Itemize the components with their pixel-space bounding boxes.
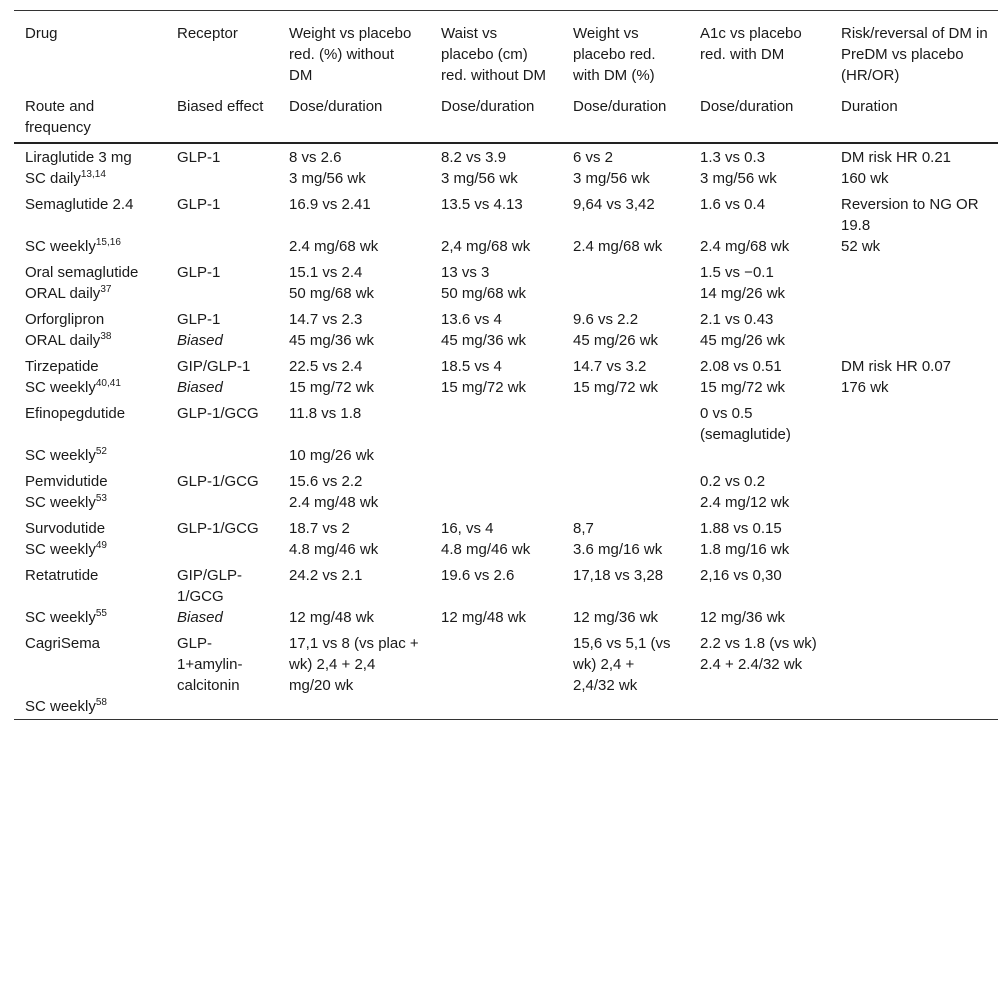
dose-duration-cell	[830, 492, 998, 515]
table-cell	[830, 562, 998, 607]
dose-duration-cell	[830, 445, 998, 468]
table-subrow	[14, 330, 998, 353]
table-cell: 1.88 vs 0.15	[700, 520, 782, 537]
table-row	[14, 400, 998, 445]
reference-superscript: 37	[100, 284, 112, 295]
dose-duration-cell: 2.4 mg/48 wk	[289, 494, 379, 511]
drug-name-cell: Oral semaglutide	[25, 264, 139, 281]
route-text: SC weekly	[25, 447, 96, 464]
header-cell: Risk/reversal of DM in PreDM vs placebo (HR/OR)	[841, 25, 988, 84]
dose-duration-cell: 176 wk	[841, 379, 889, 396]
dose-duration-cell: 4.8 mg/46 wk	[441, 541, 531, 558]
table-subrow	[14, 283, 998, 306]
reference-superscript: 53	[95, 493, 107, 504]
table-cell: GLP-1	[177, 196, 221, 213]
table-subrow	[14, 492, 998, 515]
dose-duration-cell: 45 mg/26 wk	[573, 332, 659, 349]
dose-duration-cell	[830, 283, 998, 306]
table-cell: GLP-1	[177, 311, 221, 328]
table-cell	[830, 630, 998, 696]
table-cell: GIP/GLP-1	[177, 358, 251, 375]
subheader-cell: Dose/duration	[430, 96, 562, 143]
table-cell: 8 vs 2.6	[289, 149, 342, 166]
dose-duration-cell	[689, 696, 830, 720]
dose-duration-cell: 3 mg/56 wk	[573, 170, 650, 187]
dose-duration-cell: 3.6 mg/16 wk	[573, 541, 663, 558]
dose-duration-cell: 2,4 mg/68 wk	[441, 238, 531, 255]
drug-name-cell: Pemvidutide	[25, 473, 108, 490]
biased-effect-cell	[166, 168, 278, 191]
table-cell: 13.6 vs 4	[441, 311, 502, 328]
biased-effect-cell: Biased	[177, 609, 223, 626]
dose-duration-cell: 2.4 mg/12 wk	[700, 494, 790, 511]
header-cell: Weight vs placebo red. (%) without DM	[289, 25, 412, 84]
dose-duration-cell: 15 mg/72 wk	[700, 379, 786, 396]
biased-effect-cell: Biased	[177, 379, 223, 396]
dose-duration-cell: 15 mg/72 wk	[441, 379, 527, 396]
table-cell	[562, 259, 689, 283]
biased-effect-cell	[166, 236, 278, 259]
route-text: ORAL daily	[25, 332, 101, 349]
dose-duration-cell: 15 mg/72 wk	[289, 379, 375, 396]
dose-duration-cell	[562, 492, 689, 515]
route-cell	[14, 168, 166, 191]
reference-superscript: 58	[95, 697, 107, 708]
route-text: SC weekly	[25, 379, 96, 396]
reference-superscript: 38	[100, 331, 112, 342]
table-cell	[430, 400, 562, 445]
dose-duration-cell: 12 mg/36 wk	[700, 609, 786, 626]
table-cell: 1.5 vs −0.1	[700, 264, 774, 281]
route-cell	[14, 492, 166, 515]
subheader-cell: Route and frequency	[14, 96, 166, 143]
dose-duration-cell: 2.4 mg/68 wk	[700, 238, 790, 255]
drug-name-cell: Survodutide	[25, 520, 106, 537]
route-text: SC weekly	[25, 609, 96, 626]
table-subrow	[14, 168, 998, 191]
reference-superscript: 15,16	[95, 237, 121, 248]
dose-duration-cell: 1.8 mg/16 wk	[700, 541, 790, 558]
route-cell	[14, 283, 166, 306]
table-cell: 15.6 vs 2.2	[289, 473, 363, 490]
header-cell: Drug	[25, 25, 58, 42]
dose-duration-cell: 3 mg/56 wk	[441, 170, 518, 187]
table-subrow	[14, 377, 998, 400]
table-cell: 17,1 vs 8 (vs plac + wk) 2,4 + 2,4 mg/20 wk	[289, 635, 419, 694]
reference-superscript: 13,14	[80, 169, 106, 180]
route-cell	[14, 539, 166, 562]
dose-duration-cell: 3 mg/56 wk	[700, 170, 777, 187]
table-cell: 2.1 vs 0.43	[700, 311, 774, 328]
biased-effect-cell	[166, 539, 278, 562]
subheader-cell: Duration	[830, 96, 998, 143]
subheader-row	[14, 96, 998, 143]
dose-duration-cell	[830, 539, 998, 562]
drug-name-cell: Retatrutide	[25, 567, 99, 584]
table-cell: 17,18 vs 3,28	[573, 567, 664, 584]
table-cell: GIP/GLP-1/GCG	[177, 567, 243, 605]
table-cell	[830, 468, 998, 492]
header-cell: Waist vs placebo (cm) red. without DM	[441, 25, 547, 84]
reference-superscript: 49	[95, 540, 107, 551]
dose-duration-cell: 52 wk	[841, 238, 881, 255]
table-cell: 22.5 vs 2.4	[289, 358, 363, 375]
drug-comparison-table	[14, 10, 998, 720]
biased-effect-cell	[166, 696, 278, 720]
table-row	[14, 468, 998, 492]
table-subrow	[14, 607, 998, 630]
table-row	[14, 306, 998, 330]
table-row	[14, 515, 998, 539]
dose-duration-cell	[830, 696, 998, 720]
table-cell: GLP-1+amylin-calcitonin	[177, 635, 243, 694]
table-cell: 0.2 vs 0.2	[700, 473, 766, 490]
dose-duration-cell: 50 mg/68 wk	[441, 285, 527, 302]
drug-name-cell: Semaglutide 2.4	[25, 196, 134, 213]
dose-duration-cell	[830, 607, 998, 630]
table-cell	[430, 468, 562, 492]
route-cell	[14, 330, 166, 353]
biased-effect-cell	[166, 445, 278, 468]
table-cell: 13 vs 3	[441, 264, 490, 281]
drug-name-cell: Liraglutide 3 mg	[25, 149, 132, 166]
table-subrow	[14, 445, 998, 468]
table-cell	[562, 468, 689, 492]
dose-duration-cell: 12 mg/48 wk	[441, 609, 527, 626]
dose-duration-cell: 45 mg/26 wk	[700, 332, 786, 349]
dose-duration-cell	[278, 696, 430, 720]
dose-duration-cell: 12 mg/36 wk	[573, 609, 659, 626]
route-cell	[14, 696, 166, 720]
route-cell	[14, 445, 166, 468]
route-text: SC daily	[25, 170, 81, 187]
reference-superscript: 40,41	[95, 378, 121, 389]
table-cell: 14.7 vs 3.2	[573, 358, 647, 375]
dose-duration-cell: 12 mg/48 wk	[289, 609, 375, 626]
table-cell: 11.8 vs 1.8	[289, 405, 362, 422]
table-cell: 2.2 vs 1.8 (vs wk) 2.4 + 2.4/32 wk	[700, 635, 817, 673]
table-cell: 8.2 vs 3.9	[441, 149, 507, 166]
table-cell	[430, 630, 562, 696]
dose-duration-cell	[430, 445, 562, 468]
table-cell: 2,16 vs 0,30	[700, 567, 782, 584]
table-row	[14, 143, 998, 168]
table-cell: 6 vs 2	[573, 149, 614, 166]
table-cell: 1.3 vs 0.3	[700, 149, 766, 166]
dose-duration-cell: 45 mg/36 wk	[289, 332, 375, 349]
header-row	[14, 11, 998, 97]
table-cell: 2.08 vs 0.51	[700, 358, 782, 375]
table-cell	[830, 259, 998, 283]
dose-duration-cell	[562, 445, 689, 468]
subheader-cell: Biased effect	[166, 96, 278, 143]
drug-name-cell: Efinopegdutide	[25, 405, 126, 422]
header-cell: Receptor	[177, 25, 238, 42]
route-text: SC weekly	[25, 238, 96, 255]
route-cell	[14, 607, 166, 630]
table-cell: GLP-1	[177, 264, 221, 281]
table-row	[14, 562, 998, 607]
table-row	[14, 353, 998, 377]
dose-duration-cell	[430, 492, 562, 515]
table-cell: 18.5 vs 4	[441, 358, 502, 375]
dose-duration-cell: 3 mg/56 wk	[289, 170, 366, 187]
table-cell: 16, vs 4	[441, 520, 494, 537]
dose-duration-cell	[562, 696, 689, 720]
drug-name-cell: Orforglipron	[25, 311, 105, 328]
table-subrow	[14, 236, 998, 259]
table-cell	[830, 306, 998, 330]
route-text: SC weekly	[25, 698, 96, 715]
dose-duration-cell: 160 wk	[841, 170, 889, 187]
biased-effect-cell: Biased	[177, 332, 223, 349]
table-cell	[830, 400, 998, 445]
dose-duration-cell: 2.4 mg/68 wk	[289, 238, 379, 255]
dose-duration-cell: 2.4 mg/68 wk	[573, 238, 663, 255]
dose-duration-cell: 14 mg/26 wk	[700, 285, 786, 302]
subheader-cell: Dose/duration	[278, 96, 430, 143]
dose-duration-cell	[830, 330, 998, 353]
table-cell: 0 vs 0.5 (semaglutide)	[700, 405, 791, 443]
table-cell: 16.9 vs 2.41	[289, 196, 371, 213]
table-cell: 15,6 vs 5,1 (vs wk) 2,4 + 2,4/32 wk	[573, 635, 671, 694]
table-subrow	[14, 696, 998, 720]
table-subrow	[14, 539, 998, 562]
table-cell: 24.2 vs 2.1	[289, 567, 363, 584]
reference-superscript: 52	[95, 446, 107, 457]
dose-duration-cell	[689, 445, 830, 468]
table-row	[14, 191, 998, 236]
table-cell: 18.7 vs 2	[289, 520, 350, 537]
dose-duration-cell: 10 mg/26 wk	[289, 447, 375, 464]
table-cell: Reversion to NG OR 19.8	[841, 196, 979, 234]
table-cell	[830, 515, 998, 539]
dose-duration-cell	[430, 696, 562, 720]
route-text: SC weekly	[25, 494, 96, 511]
table-cell: 1.6 vs 0.4	[700, 196, 766, 213]
subheader-cell: Dose/duration	[689, 96, 830, 143]
dose-duration-cell: 4.8 mg/46 wk	[289, 541, 379, 558]
drug-name-cell: CagriSema	[25, 635, 101, 652]
biased-effect-cell	[166, 283, 278, 306]
route-text: ORAL daily	[25, 285, 101, 302]
table-cell: 19.6 vs 2.6	[441, 567, 515, 584]
drug-name-cell: Tirzepatide	[25, 358, 99, 375]
table-cell: DM risk HR 0.07	[841, 358, 952, 375]
subheader-cell: Dose/duration	[562, 96, 689, 143]
table-cell: 9,64 vs 3,42	[573, 196, 655, 213]
table-body	[14, 143, 998, 720]
header-cell: A1c vs placebo red. with DM	[700, 25, 802, 63]
table-cell: DM risk HR 0.21	[841, 149, 952, 166]
route-text: SC weekly	[25, 541, 96, 558]
route-cell	[14, 236, 166, 259]
biased-effect-cell	[166, 492, 278, 515]
reference-superscript: 55	[95, 608, 107, 619]
table-row	[14, 259, 998, 283]
table-cell: GLP-1/GCG	[177, 520, 259, 537]
dose-duration-cell: 50 mg/68 wk	[289, 285, 375, 302]
table-cell: GLP-1	[177, 149, 221, 166]
table-cell: 13.5 vs 4.13	[441, 196, 523, 213]
table-cell: 9.6 vs 2.2	[573, 311, 639, 328]
dose-duration-cell: 15 mg/72 wk	[573, 379, 659, 396]
table-cell: 14.7 vs 2.3	[289, 311, 363, 328]
table-cell: GLP-1/GCG	[177, 473, 259, 490]
table-cell: 8,7	[573, 520, 594, 537]
dose-duration-cell: 45 mg/36 wk	[441, 332, 527, 349]
table-row	[14, 630, 998, 696]
dose-duration-cell	[562, 283, 689, 306]
route-cell	[14, 377, 166, 400]
table-cell: GLP-1/GCG	[177, 405, 259, 422]
header-cell: Weight vs placebo red. with DM (%)	[573, 25, 656, 84]
table-cell	[562, 400, 689, 445]
table-cell: 15.1 vs 2.4	[289, 264, 363, 281]
